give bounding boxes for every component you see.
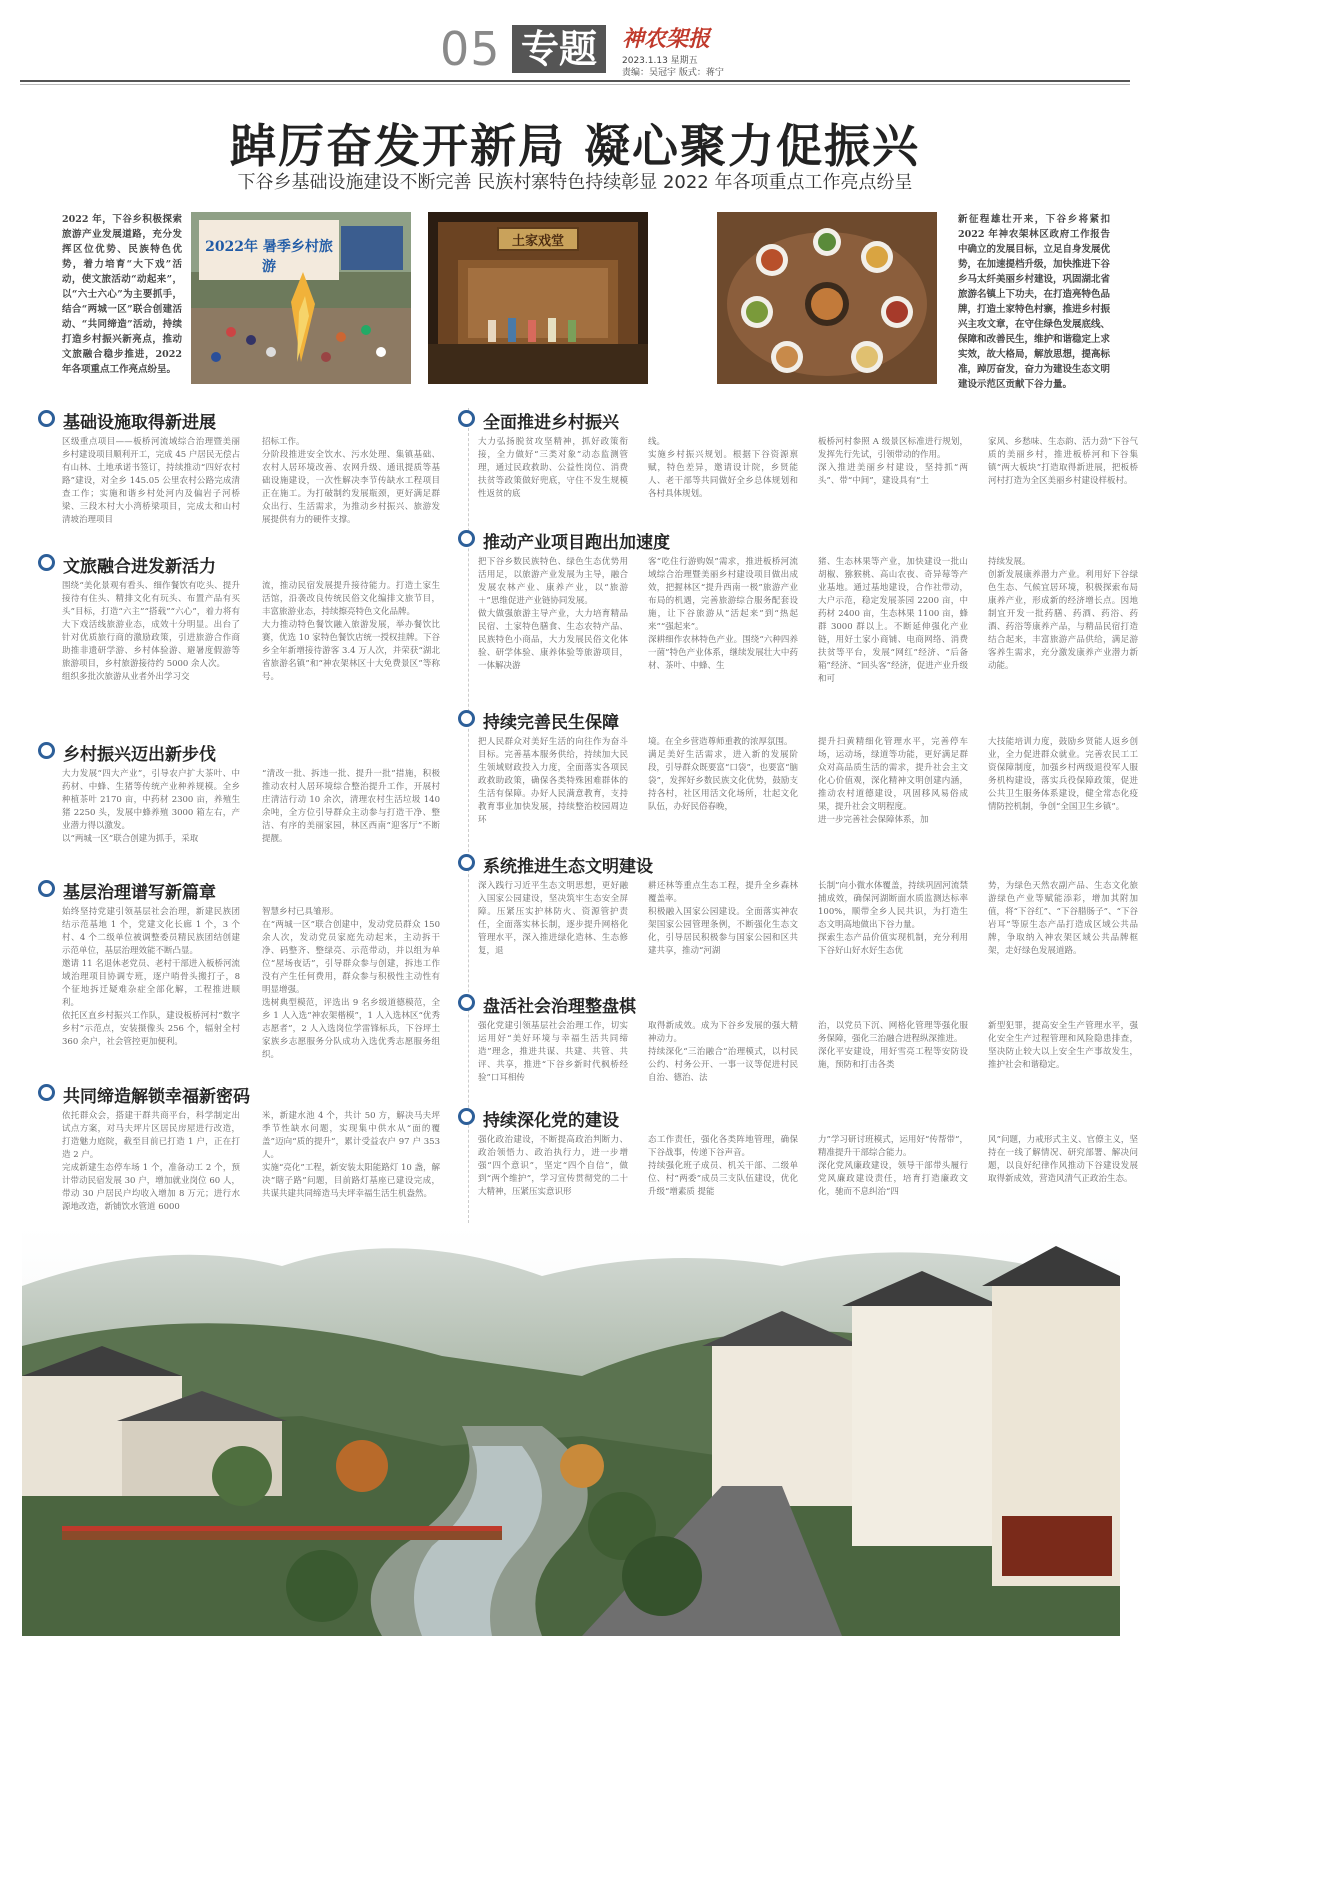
- section-body-column: 境。在全乡营造尊师重教的浓厚氛围。 满足美好生活需求，进入新的发展阶段，引导群众既要富“口袋”，也要富“脑袋”，发挥好乡数民族文化优势，鼓励支持各村，社区用活文化场所，壮起文化队伍，办好民俗春晚，: [648, 737, 798, 812]
- section-body-column: 耕还林等重点生态工程，提升全乡森林覆盖率。 积极融入国家公园建设。全面落实神农架国家公园管理条例，不断强化生态文化，引导居民积极参与国家公园和区共建共享，推动“河湖: [648, 881, 798, 956]
- right-section-heading: [458, 1106, 619, 1131]
- section-body-column: 智慧乡村已具雏形。 在“两城一区”联合创建中，发动党员群众 150 余人次，发动党员家庭先动起来，主动拆干净、码整齐、整绿亮、示范带动，并以组为单位“屋场夜话”，引导群众参与创建，拆违工作没有产生任何费用，群众参与积极性主动性有明显增强。 选树典型模范，评选出 9 名乡级道德模范，全乡 1 人入选“神农架楷模”，1 人入选林区“优秀志愿者”，2 人入选岗位学雷锋标兵，下谷坪土家族乡志愿服务分队成功入选优秀志愿服务组织。: [262, 907, 440, 1060]
- section-label: 专题: [512, 25, 606, 73]
- section-title: 全面推进乡村振兴: [483, 413, 619, 433]
- section-body-column: 把人民群众对美好生活的向往作为奋斗目标。完善基本服务供给，持续加大民生领域财政投入力度，全面落实各项民政救助政策，确保各类特殊困难群体的生活有保障。办好人民满意教育，支持教育事业加快发展，持续整治校园周边环: [478, 737, 628, 825]
- section-body-column: 猪、生态林果等产业，加快建设一批山胡椒、猕猴桃、高山农夜、奇异莓等产业基地。通过基地建设，合作社带动，大户示范，稳定发展茶园 2200 亩，中药材 2400 亩，生态林果 1100 亩，蜂群 3000 群以上。不断延伸强化产业链，用好土家小商铺、电商网络、消费扶贫等平台，发展“网红”经济、“后备箱”经济、“回头客”经济，促进产业升级和可: [818, 557, 968, 684]
- section-body-column: 大力发展“四大产业”，引导农户扩大茶叶、中药材、中蜂、生猪等传统产业种养规模。全乡种植茶叶 2170 亩，中药材 2300 亩，养殖生猪 2250 头，发展中蜂养殖 3000 箱左右，产业潜力得以激发。 以“两城一区”联合创建为抓手，采取: [62, 769, 240, 844]
- bullet-circle-icon: [38, 880, 55, 897]
- section-body-column: 强化党建引领基层社会治理工作，切实运用好“美好环境与幸福生活共同缔造”理念，推进共谋、共建、共管、共评、共享，推进“下谷乡新时代枫桥经验”口耳相传: [478, 1021, 628, 1083]
- section-body-column: 依托群众会，搭建干群共商平台，科学制定出试点方案，对马夫坪片区居民房屋进行改造，打造魅力庭院，截至目前已打造 1 户，正在打造 2 户。 完成新建生态停车场 1 个，准备动工 2 个，预计带动民宿发展 30 户，增加就业岗位 60 人，带动 30 户居民户均收入增加 8 万元；进行水源地改造，新铺饮水管道 6000: [62, 1111, 240, 1212]
- section-title: 基础设施取得新进展: [63, 413, 216, 433]
- bullet-circle-icon: [38, 1084, 55, 1101]
- section-body-column: 持续发展。 创新发展康养潜力产业。利用好下谷绿色生态、气候宜居环境，积极探索布局康养产业，形成新的经济增长点。因地制宜开发一批药膳、药酒、药浴、药酒、药浴等康养产品，与精品民宿打造结合起来，丰富旅游产品供给，满足游客养生需求，充分激发康养产业潜力新动能。: [988, 557, 1138, 671]
- paper-meta: [622, 55, 724, 79]
- section-body-column: 线。 实施乡村振兴规划。根据下谷资源禀赋，特色差异，邀请设计院，乡贤能人、老干部等共同做好全乡总体规划和各村具体规划。: [648, 437, 798, 499]
- section-body-column: 大技能培训力度，鼓励乡贤能人返乡创业，全力促进群众就业。完善农民工工资保障制度，加强乡村两级退役军人服务机构建设，落实兵役保障政策，促进公共卫生服务体系建设，健全常态化疫情防控机制，争创“全国卫生乡镇”。: [988, 737, 1138, 812]
- page-title: 踔厉奋发开新局 凝心聚力促振兴: [229, 119, 920, 173]
- section-body-column: 力”学习研讨班模式，运用好“传帮带”，精准提升干部综合能力。 深化党风廉政建设，领导干部带头履行党风廉政建设责任，培育打造廉政文化，驰而不息纠治“四: [818, 1135, 968, 1197]
- section-body-column: 大力弘扬脱贫攻坚精神，抓好政策衔接，全力做好“三类对象”动态监测管理，通过民政救助、公益性岗位、消费扶贫等政策做好兜底，守住不发生规模性返贫的底: [478, 437, 628, 499]
- section-body-column: 始终坚持党建引领基层社会治理，新建民族团结示范基地 1 个，党建文化长廊 1 个，3 个村、4 个二级单位被调整委员精民族团结创建示范单位，基层治理效能不断凸显。 邀请 11 名退休老党员、老村干部进入板桥河流域治理项目协调专班，逐户哨骨头搬打子，8 个征地拆迁疑难杂症全部化解，工程推进顺利。 依托区直乡村振兴工作队，建设板桥河村“数字乡村”示范点，安装摄像头 256 个，辐射全村 360 余户，社会管控更加便利。: [62, 907, 240, 1047]
- right-section-heading: [458, 992, 636, 1017]
- bullet-circle-icon: [458, 1108, 475, 1125]
- section-body-column: 把下谷乡数民族特色、绿色生态优势用活用足，以旅游产业发展为主导，融合发展农林产业、康养产业，以“旅游＋”思维促进产业链协同发展。 做大做强旅游主导产业，大力培育精品民宿、土家特色膳食、生态农特产品、民族特色小商品，大力发展民俗文化体验、研学体验、康养体验等旅游项目，一体解决游: [478, 557, 628, 671]
- section-body-column: 提升扫黄精细化管理水平，完善停车场，运动场，绿道等功能，更好满足群众对高品质生活的需求，提升社会主文化心价值观，深化精神文明创建内涵，推动农村道德建设，巩固移风易俗成果，提升社会文明程度。 进一步完善社会保障体系，加: [818, 737, 968, 825]
- section-title: 基层治理谱写新篇章: [63, 883, 216, 903]
- section-body-column: 态工作责任，强化各类阵地管理，确保下谷战事，传递下谷声音。 持续强化班子成员、机关干部、二级单位、村“两委”成员三支队伍建设，优化升级“增素质 提能: [648, 1135, 798, 1197]
- right-section-heading: [458, 708, 619, 733]
- section-body-column: 势，为绿色天然农副产品、生态文化旅游绿色产业等赋能添彩，增加其附加值，将“下谷红”、“下谷腊肠子”、“下谷岩耳”等原生态产品打造成区域公共品牌，争取纳入神农架区域公共品牌框架，走好绿色发展道路。: [988, 881, 1138, 956]
- bullet-circle-icon: [458, 994, 475, 1011]
- left-section-heading: [38, 740, 216, 765]
- left-section-heading: [38, 552, 216, 577]
- section-title: 推动产业项目跑出加速度: [483, 533, 670, 553]
- bullet-circle-icon: [458, 530, 475, 547]
- section-title: 文旅融合进发新活力: [63, 557, 216, 577]
- right-section-heading: [458, 408, 619, 433]
- left-section-heading: [38, 1082, 250, 1107]
- photo-tujia-stage: [428, 212, 648, 384]
- section-body-column: 长制”向小微水体覆盖，持续巩固河流禁捕成效，确保河湖断面水质监测达标率 100%，顺带全乡人民共识，为打造生态文明高地做出下谷力量。 探索生态产品价值实现机制，充分利用下谷好山好水好生态优: [818, 881, 968, 956]
- section-body-column: 招标工作。 分阶段推进安全饮水、污水处理、集镇基础、农村人居环境改善、农网升级、通讯提质等基础设施建设，一次性解决李节传缺水工程项目正在施工。为打破制约发展瓶颈，更好满足群众出行、生活需求，为推动乡村振兴、旅游发展提供有力的硬件支撑。: [262, 437, 440, 525]
- section-body-column: 米，新建水池 4 个，共计 50 方，解决马夫坪季节性缺水问题，实现集中供水从“面的覆盖”迈向“质的提升”，累计受益农户 97 户 353 人。 实施“亮化”工程，新安装太阳能路灯 10 盏，解决“瞎子路”问题，目前路灯基座已建设完成，共谋共建共同缔造马夫坪幸福生活生机盎然。: [262, 1111, 440, 1199]
- section-body-column: 新型犯罪，提高安全生产管理水平，强化安全生产过程管理和风险隐患排查，坚决防止较大以上安全生产事故发生，推护社会和谐稳定。: [988, 1021, 1138, 1070]
- left-section-heading: [38, 408, 216, 433]
- bullet-circle-icon: [458, 710, 475, 727]
- editor-credits: 责编：吴冠宇 版式：蒋宁: [622, 68, 724, 78]
- section-body-column: 客“吃住行游购娱”需求，推进板桥河流域综合治理暨美丽乡村建设项目做出成效，把握林区“提升西南一极”旅游产业布局的机遇，完善旅游综合服务配套设施，让下谷旅游从“活起来”到“热起来”“强起来”。 深耕细作农林特色产业。围绕“六种四养一菌”特色产业体系，继续发展壮大中药材、茶叶、中蜂、生: [648, 557, 798, 671]
- section-body-column: 板桥河村参照 A 级景区标准进行规划，发挥先行先试，引领带动的作用。 深入推进美丽乡村建设，坚持抓“两头”、带“中间”，建设具有“土: [818, 437, 968, 486]
- section-title: 乡村振兴迈出新步伐: [63, 745, 216, 765]
- photo-banner-text: 2022年 暑季乡村旅游: [205, 239, 333, 275]
- bullet-circle-icon: [38, 410, 55, 427]
- section-body-column: 围绕“美化景观有看头、细作餐饮有吃头、提升接待有住头、精排文化有玩头、布置产品有买头”目标，打造“六主”“搭载”“六心”，着力将有大下戏活线旅游业态，成效十分明显。出台了针对优质旅行商的激励政策，引进旅游合作商助推非遗研学游、乡村体验游、避暑度假游等旅游项目，乡村旅游接待约 5000 余人次。 组织多批次旅游从业者外出学习交: [62, 581, 240, 682]
- section-body-column: 取得新成效。成为下谷乡发展的强大精神动力。 持续深化“三治融合”治理模式，以村民公约、村务公开、一事一议等促进村民自治、德治、法: [648, 1021, 798, 1083]
- section-title: 共同缔造解锁幸福新密码: [63, 1087, 250, 1107]
- bullet-circle-icon: [38, 554, 55, 571]
- photo-tourism-festival: [191, 212, 411, 384]
- section-body-column: 风”问题，力戒形式主义、官僚主义，坚持在一线了解情况、研究部署、解决问题，以良好纪律作风推动下谷建设发展取得新成效，营造风清气正政治生态。: [988, 1135, 1138, 1184]
- right-section-heading: [458, 528, 670, 553]
- header-rule-thin: [20, 84, 1130, 85]
- bullet-circle-icon: [458, 854, 475, 871]
- right-section-heading: [458, 852, 653, 877]
- photo-town-landscape: [22, 1226, 1120, 1636]
- section-body-column: “清改一批、拆违一批、提升一批”措施，积极推动农村人居环境综合整治提升工作，开展村庄清洁行动 10 余次，清理农村生活垃圾 140 余吨，全方位引导群众主动参与打造干净、整洁、有序的美丽家园，林区西南“迎客厅”不断提靓。: [262, 769, 440, 844]
- issue-date: 2023.1.13 星期五: [622, 56, 698, 66]
- left-section-heading: [38, 878, 216, 903]
- section-title: 盘活社会治理整盘棋: [483, 997, 636, 1017]
- bullet-circle-icon: [458, 410, 475, 427]
- section-body-column: 家风、乡愁味、生态韵、活力劲”下谷气质的美丽乡村，推进板桥河和下谷集镇“两大板块”打造取得新进展，把板桥河村打造为全区美丽乡村建设样板村。: [988, 437, 1138, 486]
- section-body-column: 治，以党员下沉、网格化管理等强化服务保障，强化三治融合进程纵深推进。 深化平安建设，用好雪亮工程等安防设施，预防和打击各类: [818, 1021, 968, 1070]
- section-title: 持续完善民生保障: [483, 713, 619, 733]
- photo-local-cuisine: [717, 212, 937, 384]
- header-rule: [20, 80, 1130, 82]
- bullet-circle-icon: [38, 742, 55, 759]
- section-body-column: 强化政治建设，不断提高政治判断力、政治领悟力、政治执行力，进一步增强“四个意识”，坚定“四个自信”，做到“两个维护”，学习宣传贯彻党的二十大精神，压紧压实意识形: [478, 1135, 628, 1197]
- intro-left: 2022 年，下谷乡积极探索旅游产业发展道路，充分发挥区位优势、民族特色优势，着力培育“大下戏”活动，使文旅活动“动起来”，以“六士六心”为主要抓手，结合“两城一区”联合创建活动、“共同缔造”活动，持续打造乡村振兴新亮点，推动文旅融合稳步推进，2022 年各项重点工作亮点纷呈。: [62, 214, 182, 375]
- section-body-column: 流，推动民宿发展提升接待能力。打造土家生活馆，沿袭改良传统民俗文化编排文旅节目，丰富旅游业态，持续擦亮特色文化品牌。 大力推动特色餐饮融入旅游发展，举办餐饮比赛，优选 10 家特色餐饮店统一授权挂牌。下谷乡全年新增接待游客 3.4 万人次，并荣获“湖北省旅游名镇”和“神农架林区十大免费景区”等称号。: [262, 581, 440, 682]
- intro-right: 新征程雄壮开来，下谷乡将紧扣 2022 年神农架林区政府工作报告中确立的发展目标，立足自身发展优势，在加速提档升级，加快推进下谷乡马太纤美丽乡村建设，巩固湖北省旅游名镇上下功夫，在打造亮特色品牌，打造土家特色村寨，推进乡村振兴主攻文章，在守住绿色发展底线、保障和改善民生，维护和谐稳定上求实效，故大格局，解放思想，提高标准，踔厉奋发，奋力为建设生态文明建设示范区贡献下谷力量。: [958, 214, 1111, 390]
- stage-sign-text: 土家戏堂: [511, 234, 564, 249]
- section-body-column: 深入践行习近平生态文明思想，更好融入国家公园建设，坚决筑牢生态安全屏障。压紧压实护林防火、资源管护责任，全面落实林长制，逐步提升网格化管理水平，深入推进绿化造林、生态修复，退: [478, 881, 628, 956]
- paper-name: 神农架报: [622, 26, 711, 52]
- section-title: 系统推进生态文明建设: [483, 857, 653, 877]
- section-title: 持续深化党的建设: [483, 1111, 619, 1131]
- section-body-column: 区级重点项目——板桥河流域综合治理暨美丽乡村建设项目顺利开工，完成 45 户居民无偿占有山林、土地承诺书签订，持续推动“四好农村路”建设，对全乡 145.05 公里农村公路完成清查工作；实施和谐乡村处河内及偏岩子河桥梁、三段木村大小湾桥梁项目，完成太和山村清坡治理项目: [62, 437, 240, 525]
- page-number: 05: [440, 22, 501, 76]
- page-subtitle: 下谷乡基础设施建设不断完善 民族村寨特色持续彰显 2022 年各项重点工作亮点纷呈: [237, 172, 913, 193]
